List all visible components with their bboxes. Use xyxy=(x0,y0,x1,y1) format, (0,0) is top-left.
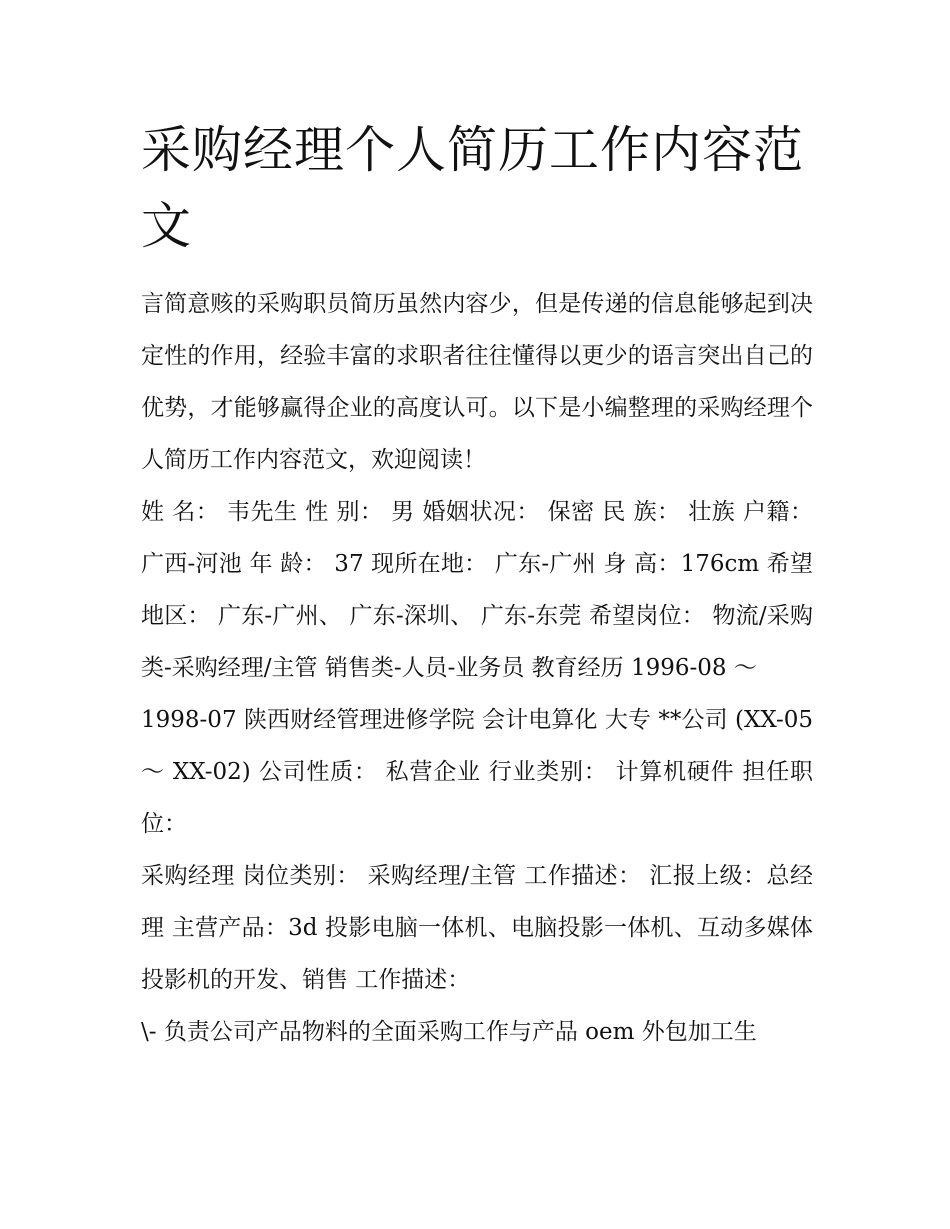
education-company-paragraph: 1998-07 陕西财经管理进修学院 会计电算化 大专 **公司 (XX-05 ～ XX-02) 公司性质： 私营企业 行业类别： 计算机硬件 担任职位： xyxy=(141,707,813,837)
personal-info-paragraph: 姓 名： 韦先生 性 别： 男 婚姻状况： 保密 民 族： 壮族 户籍： 广西-河池 年 龄： 37 现所在地： 广东-广州 身 高：176cm 希望地区： 广东-广州、 广东-深圳、 广东-东莞 希望岗位： 物流/采购类-采购经理/主管 销售类-人员-业务员 教育经历 1996-08 ～ xyxy=(141,499,813,681)
intro-paragraph: 言简意赅的采购职员简历虽然内容少，但是传递的信息能够起到决定性的作用，经验丰富的求职者往往懂得以更少的语言突出自己的优势，才能够赢得企业的高度认可。以下是小编整理的采购经理个人简历工作内容范文，欢迎阅读！ xyxy=(141,291,813,473)
duty-paragraph: \- 负责公司产品物料的全面采购工作与产品 oem 外包加工生 xyxy=(141,1019,757,1045)
position-description-paragraph: 采购经理 岗位类别： 采购经理/主管 工作描述： 汇报上级：总经理 主营产品：3d 投影电脑一体机、电脑投影一体机、互动多媒体投影机的开发、销售 工作描述： xyxy=(141,863,813,993)
document-content xyxy=(141,112,813,1058)
document-title: 采购经理个人简历工作内容范文 xyxy=(141,121,804,255)
